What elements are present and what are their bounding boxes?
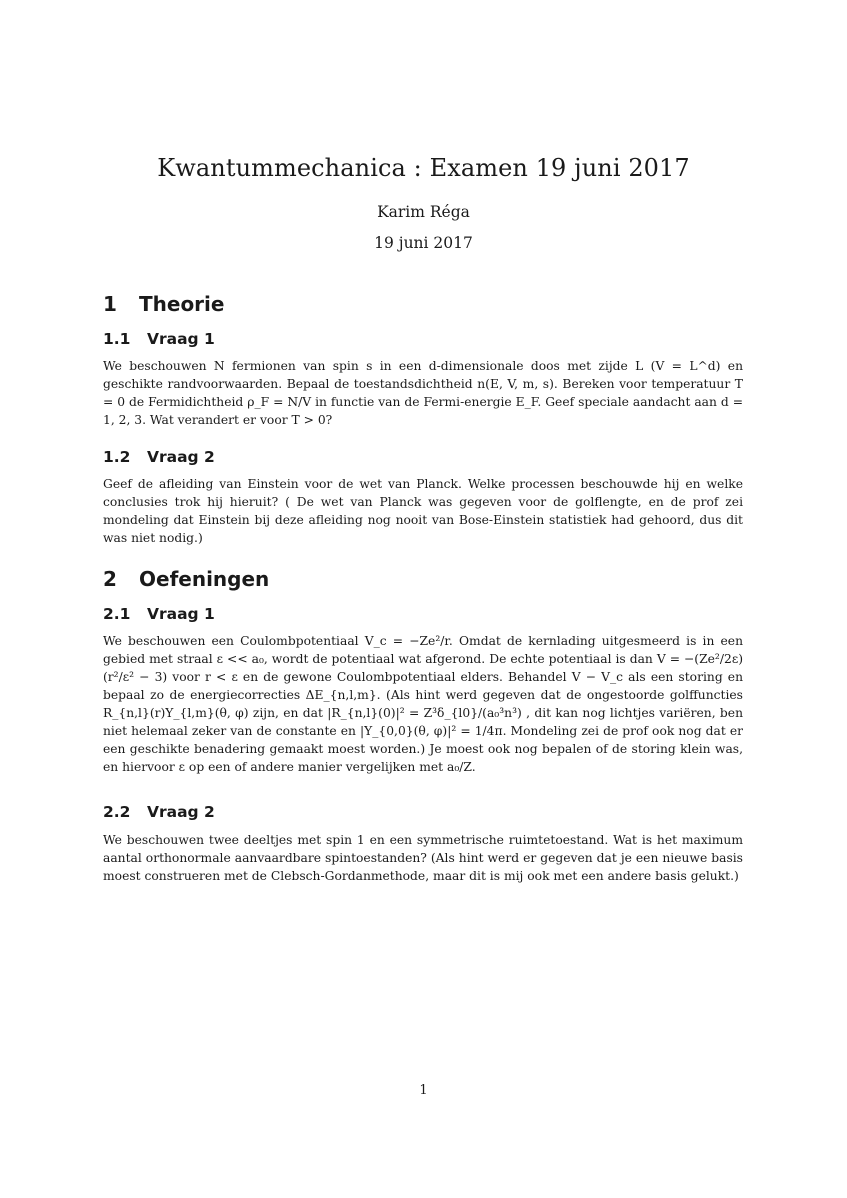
- paragraph-1-1: We beschouwen N fermionen van spin s in een d-dimensionale doos met zijde L (V = L^d) en geschikte randvoorwaarden. Bepaal de toestandsdichtheid n(E, V, m, s). Bereken voor temperatuur T = 0 de Fermidichtheid ρ_F = N/V in functie van de Fermi-energie E_F. Geef speciale aandacht aan d = 1, 2, 3. Wat verandert er voor T > 0?: [103, 359, 743, 427]
- subsection-heading-2-2: [103, 803, 215, 821]
- subsection-title: Vraag 1: [147, 605, 215, 623]
- section-number: 2: [103, 567, 117, 591]
- document-author: Karim Réga: [377, 203, 470, 221]
- section-heading-oefeningen: [103, 567, 269, 591]
- document-title: Kwantummechanica : Examen 19 juni 2017: [157, 154, 690, 182]
- paragraph-1-2: Geef de afleiding van Einstein voor de wet van Planck. Welke processen beschouwde hij en welke conclusies trok hij hieruit? ( De wet van Planck was gegeven voor de golflengte, en de prof zei mondeling dat Einstein bij deze afleiding nog nooit van Bose-Einstein statistiek had gehoord, dus dit was niet nodig.): [103, 477, 743, 545]
- paragraph-2-1: We beschouwen een Coulombpotentiaal V_c = −Ze²/r. Omdat de kernlading uitgesmeerd is in een gebied met straal ε << a₀, wordt de potentiaal wat afgerond. De echte potentiaal is dan V = −(Ze²/2ε)(r²/ε² − 3) voor r < ε en de gewone Coulombpotentiaal elders. Behandel V − V_c als een storing en bepaal zo de energiecorrecties ΔE_{n,l,m}. (Als hint werd gegeven dat de ongestoorde golffuncties R_{n,l}(r)Y_{l,m}(θ, φ) zijn, en dat |R_{n,l}(0)|² = Z³δ_{l0}/(a₀³n³) , dit kan nog lichtjes variëren, ben niet helemaal zeker van de constante en |Y_{0,0}(θ, φ)|² = 1/4π. Mondeling zei de prof ook nog dat er een geschikte benadering gemaakt moest worden.) Je moest ook nog bepalen of de storing klein was, en hiervoor ε op een of andere manier vergelijken met a₀/Z.: [103, 634, 743, 774]
- page-number: 1: [419, 1083, 428, 1098]
- subsection-number: 1.1: [103, 330, 131, 348]
- section-number: 1: [103, 292, 117, 316]
- section-title: Oefeningen: [139, 567, 270, 591]
- subsection-title: Vraag 1: [147, 330, 215, 348]
- subsection-number: 2.2: [103, 803, 131, 821]
- subsection-heading-1-2: [103, 448, 215, 466]
- subsection-number: 1.2: [103, 448, 131, 466]
- subsection-title: Vraag 2: [147, 448, 215, 466]
- subsection-number: 2.1: [103, 605, 131, 623]
- document-date: 19 juni 2017: [374, 234, 473, 252]
- section-heading-theorie: [103, 292, 224, 316]
- subsection-heading-2-1: [103, 605, 215, 623]
- section-title: Theorie: [139, 292, 225, 316]
- paragraph-2-2: We beschouwen twee deeltjes met spin 1 en een symmetrische ruimtetoestand. Wat is het maximum aantal orthonormale aanvaardbare spintoestanden? (Als hint werd er gegeven dat je een nieuwe basis moest construeren met de Clebsch-Gordanmethode, maar dit is mij ook met een andere basis gelukt.): [103, 833, 743, 883]
- subsection-heading-1-1: [103, 330, 215, 348]
- subsection-title: Vraag 2: [147, 803, 215, 821]
